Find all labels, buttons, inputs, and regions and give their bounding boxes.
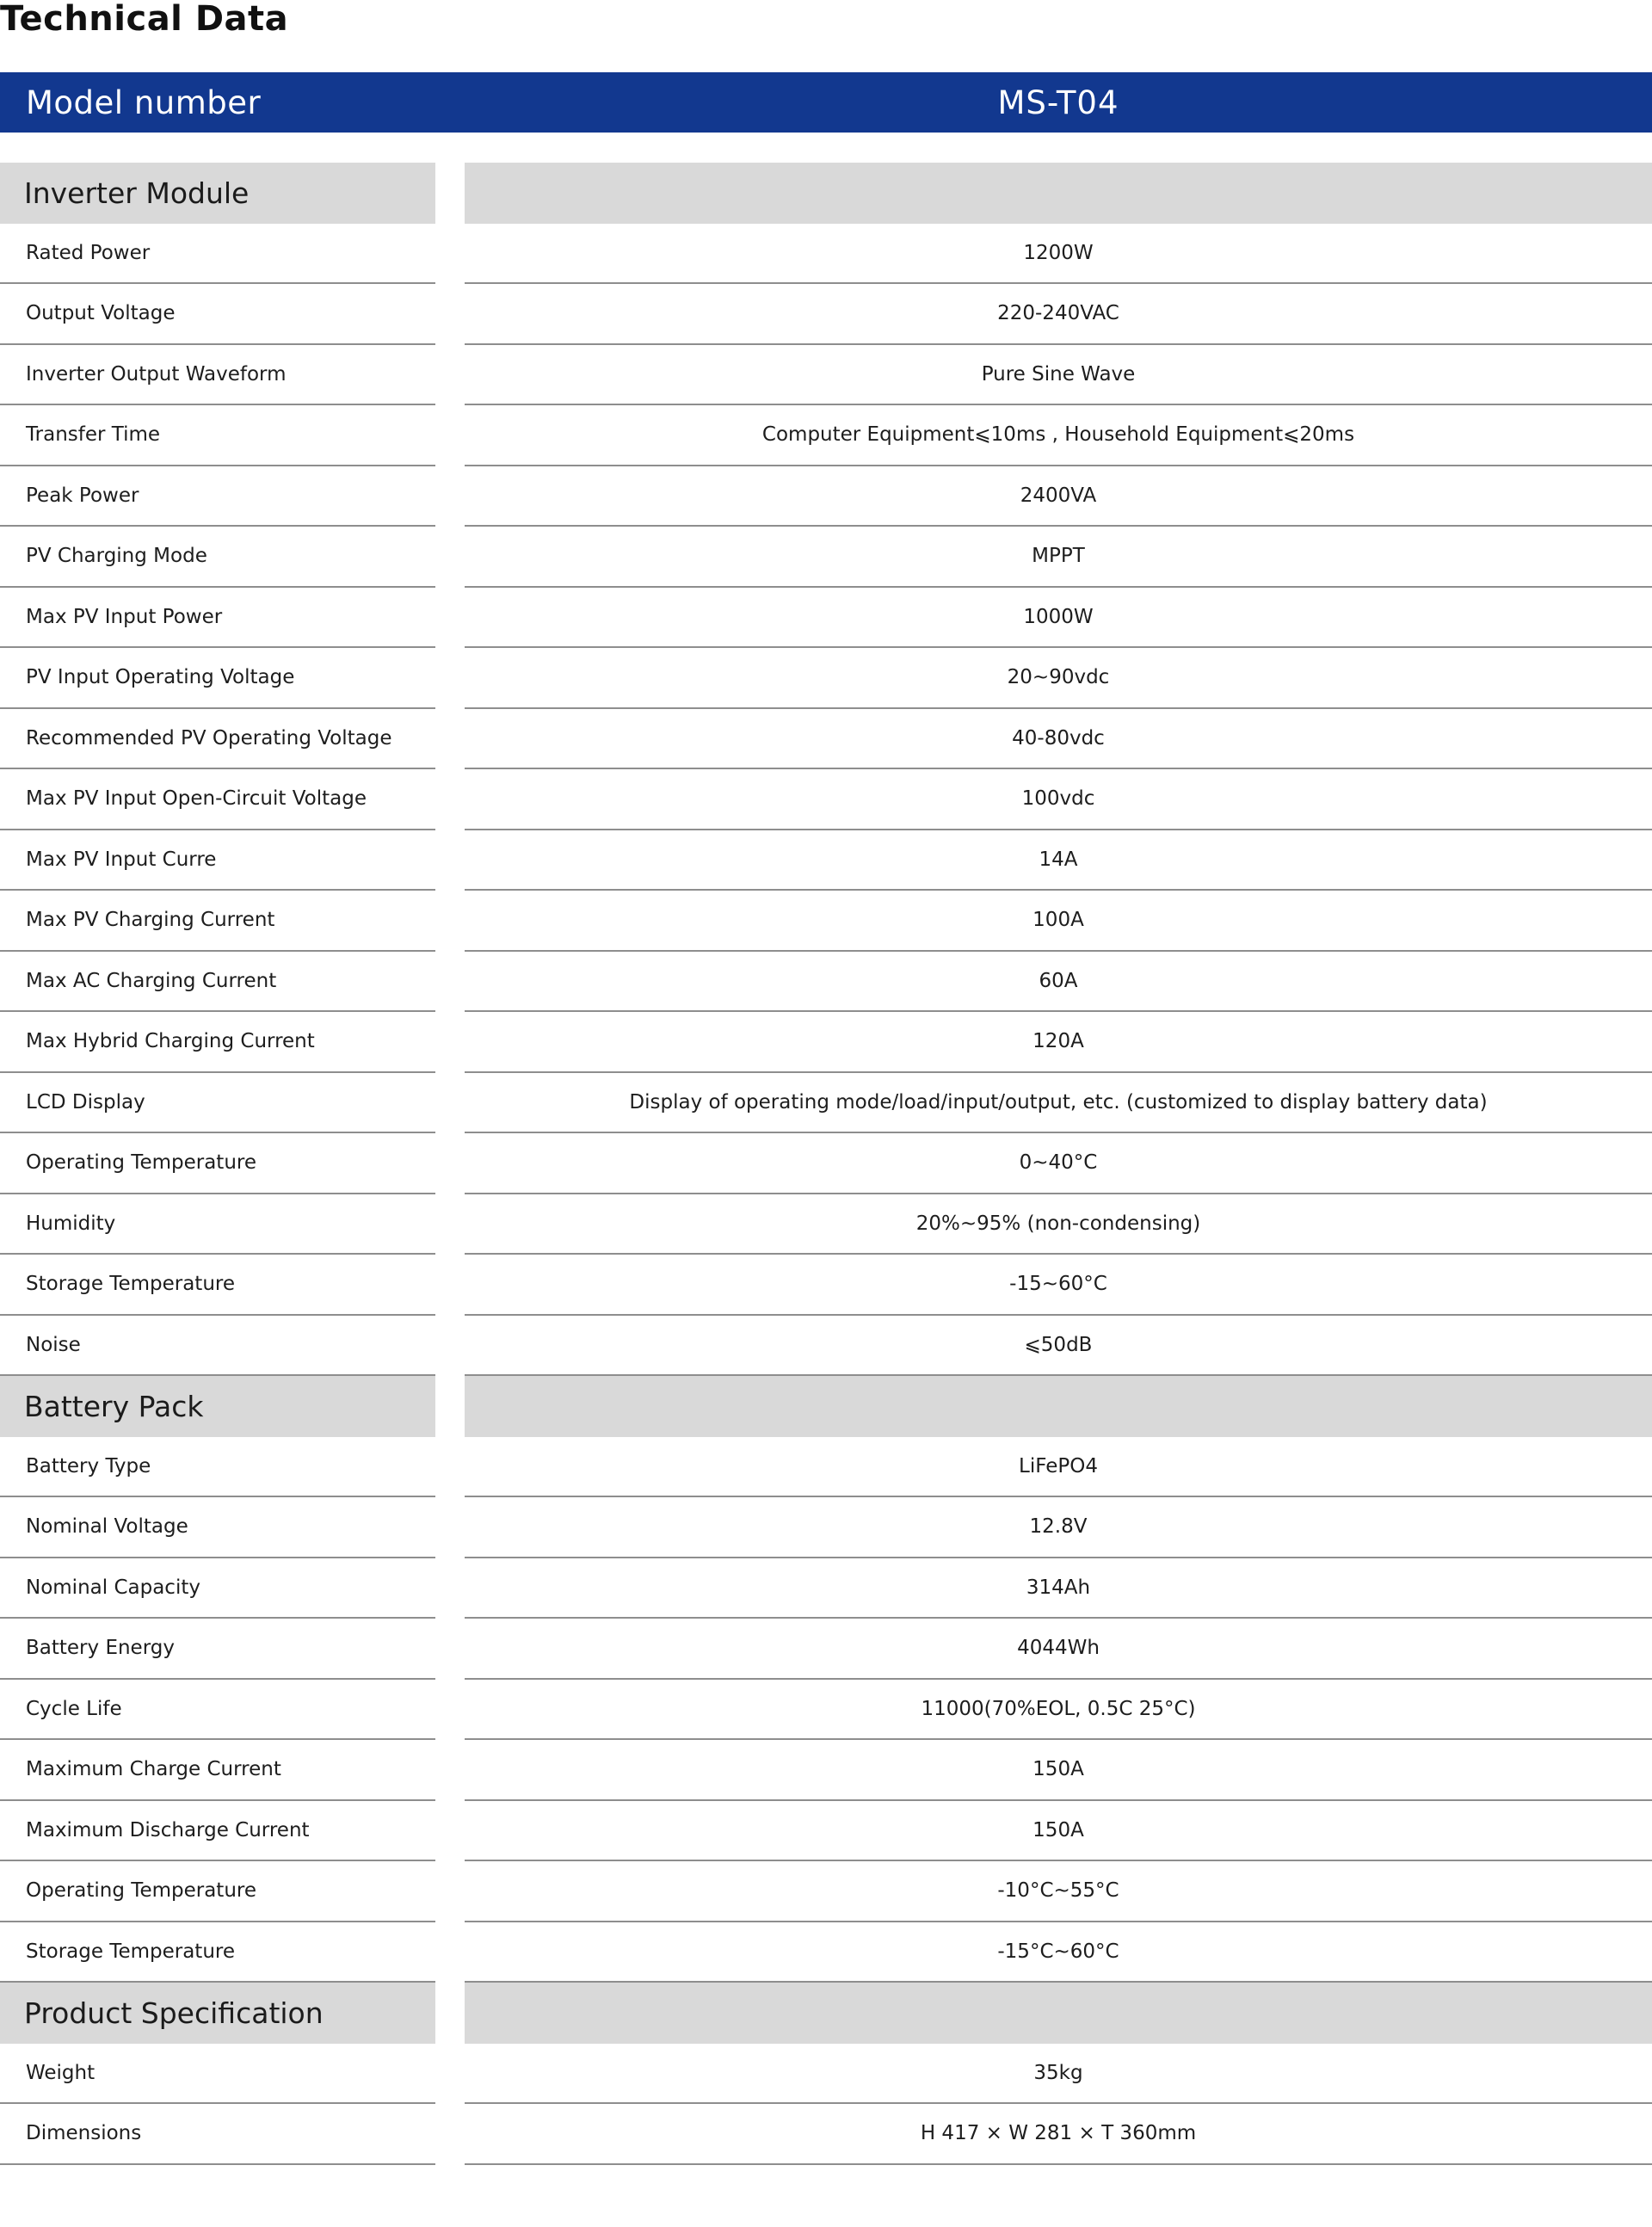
table-row [0,1861,1652,1922]
section-header-fill [465,1983,1652,2044]
spec-value: 35kg [465,2044,1652,2105]
spec-value: 100A [465,891,1652,952]
spec-value: 1200W [465,224,1652,285]
table-row [0,2104,1652,2165]
section-header [0,1983,1652,2044]
spec-label: Operating Temperature [0,1861,435,1922]
table-row [0,1801,1652,1862]
spec-value: -10°C~55°C [465,1861,1652,1922]
spec-label: Max PV Charging Current [0,891,435,952]
page-title: Technical Data [0,0,289,39]
spec-value: Display of operating mode/load/input/output, etc. (customized to display battery data) [465,1073,1652,1134]
model-number-value: MS-T04 [997,83,1119,121]
spec-value: 314Ah [465,1558,1652,1619]
spec-value: Pure Sine Wave [465,345,1652,406]
spec-value: 1000W [465,588,1652,649]
table-row [0,1680,1652,1741]
spec-label: Inverter Output Waveform [0,345,435,406]
spec-label: Humidity [0,1194,435,1255]
spec-label: Battery Energy [0,1619,435,1680]
spec-value: 20~90vdc [465,648,1652,709]
spec-label: Storage Temperature [0,1255,435,1316]
section-title: Inverter Module [0,163,435,224]
table-row [0,1558,1652,1619]
spec-label: Max Hybrid Charging Current [0,1012,435,1073]
spec-value: 120A [465,1012,1652,1073]
table-row [0,1619,1652,1680]
table-row [0,648,1652,709]
table-row [0,405,1652,466]
table-row [0,769,1652,830]
table-row [0,224,1652,285]
spec-label: Nominal Voltage [0,1497,435,1558]
spec-value: 11000(70%EOL, 0.5C 25°C) [465,1680,1652,1741]
table-row [0,1073,1652,1134]
section-header-fill [465,163,1652,224]
spec-label: PV Input Operating Voltage [0,648,435,709]
spec-value: 2400VA [465,466,1652,527]
table-row [0,588,1652,649]
spec-label: Max AC Charging Current [0,952,435,1013]
spec-value: 60A [465,952,1652,1013]
spec-label: Max PV Input Open-Circuit Voltage [0,769,435,830]
section-header [0,163,1652,224]
table-row [0,284,1652,345]
spec-value: ⩽50dB [465,1316,1652,1377]
spec-label: Transfer Time [0,405,435,466]
spec-value: MPPT [465,527,1652,588]
spec-value: 14A [465,830,1652,891]
spec-label: PV Charging Mode [0,527,435,588]
section-header-fill [465,1376,1652,1437]
spec-table [0,72,1652,2165]
spec-label: LCD Display [0,1073,435,1134]
table-row [0,2044,1652,2105]
spec-label: Max PV Input Power [0,588,435,649]
spec-value: Computer Equipment⩽10ms , Household Equipment⩽20ms [465,405,1652,466]
table-row [0,952,1652,1013]
table-row [0,891,1652,952]
table-row [0,1316,1652,1377]
spec-label: Weight [0,2044,435,2105]
table-row [0,1012,1652,1073]
section-title: Product Specification [0,1983,435,2044]
spec-value: -15~60°C [465,1255,1652,1316]
section-header [0,1376,1652,1437]
spec-value: 20%~95% (non-condensing) [465,1194,1652,1255]
spec-label: Storage Temperature [0,1922,435,1983]
spec-value: 150A [465,1801,1652,1862]
table-row [0,830,1652,891]
spec-value: 150A [465,1740,1652,1801]
table-row [0,527,1652,588]
spec-label: Maximum Charge Current [0,1740,435,1801]
spec-value: 220-240VAC [465,284,1652,345]
spec-label: Operating Temperature [0,1133,435,1194]
spec-label: Dimensions [0,2104,435,2165]
table-row [0,709,1652,770]
model-number-label: Model number [26,83,262,121]
spec-label: Output Voltage [0,284,435,345]
spec-rows [0,163,1652,2165]
table-row [0,1194,1652,1255]
table-row [0,1133,1652,1194]
table-header [0,72,1652,133]
spec-label: Recommended PV Operating Voltage [0,709,435,770]
spec-label: Peak Power [0,466,435,527]
spec-label: Cycle Life [0,1680,435,1741]
spec-value: H 417 × W 281 × T 360mm [465,2104,1652,2165]
spec-value: 0~40°C [465,1133,1652,1194]
spec-label: Noise [0,1316,435,1377]
table-row [0,466,1652,527]
section-title: Battery Pack [0,1376,435,1437]
table-row [0,1497,1652,1558]
table-row [0,1740,1652,1801]
spec-value: 12.8V [465,1497,1652,1558]
spec-value: 40-80vdc [465,709,1652,770]
spec-label: Nominal Capacity [0,1558,435,1619]
table-row [0,1255,1652,1316]
spec-label: Maximum Discharge Current [0,1801,435,1862]
spec-label: Rated Power [0,224,435,285]
table-row [0,1922,1652,1983]
spec-label: Battery Type [0,1437,435,1498]
spec-value: 100vdc [465,769,1652,830]
table-row [0,1437,1652,1498]
spec-label: Max PV Input Curre [0,830,435,891]
spec-value: LiFePO4 [465,1437,1652,1498]
spec-value: 4044Wh [465,1619,1652,1680]
spec-value: -15°C~60°C [465,1922,1652,1983]
table-row [0,345,1652,406]
